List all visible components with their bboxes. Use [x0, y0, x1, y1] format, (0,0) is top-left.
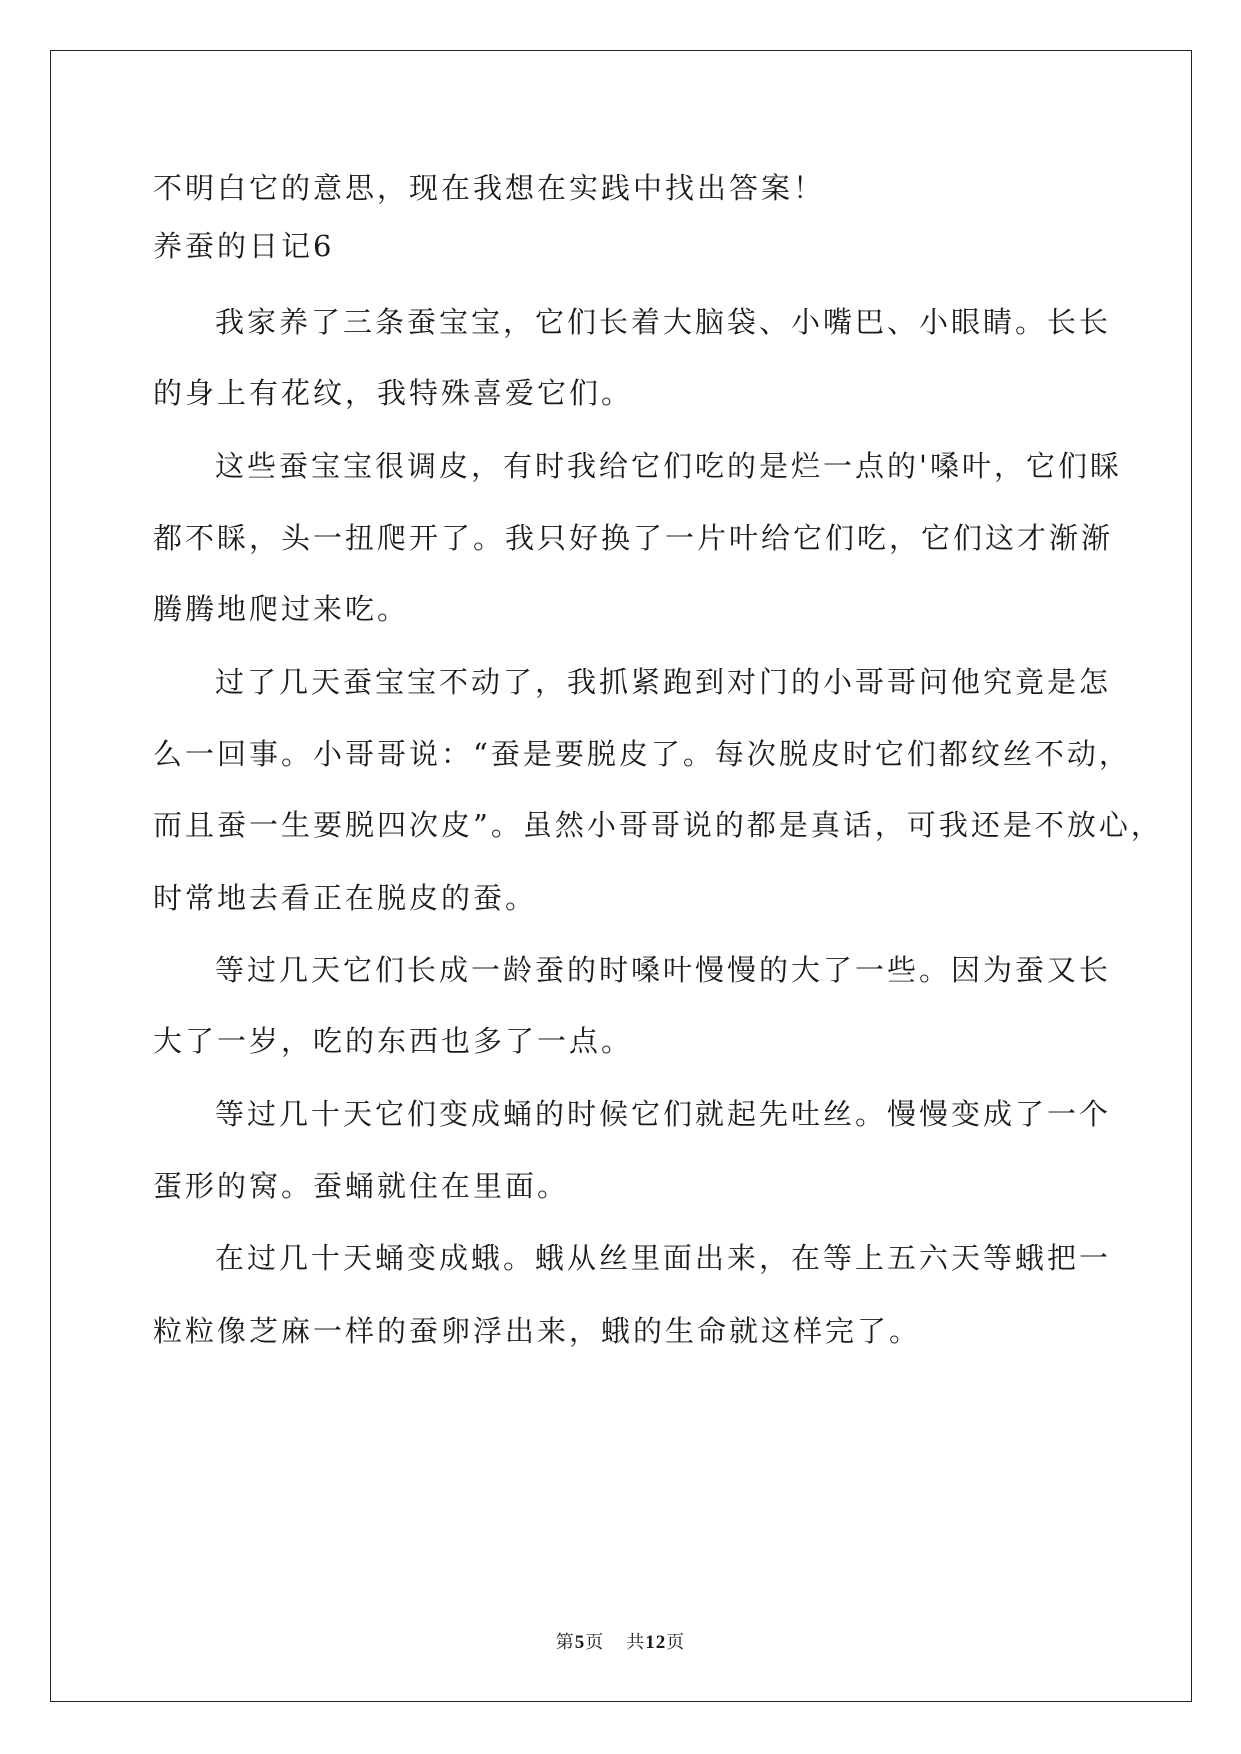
paragraph-line: 么一回事。小哥哥说：“蚕是要脱皮了。每次脱皮时它们都纹丝不动， — [153, 737, 1131, 771]
paragraph-line: 等过几十天它们变成蛹的时候它们就起先吐丝。慢慢变成了一个 — [215, 1097, 1112, 1131]
paragraph-line: 都不睬，头一扭爬开了。我只好换了一片叶给它们吃，它们这才渐渐 — [153, 521, 1114, 555]
paragraph-line: 大了一岁，吃的东西也多了一点。 — [153, 1024, 634, 1058]
total-prefix: 共 — [626, 1632, 646, 1653]
page-footer — [0, 1628, 1241, 1654]
total-pages: 12 — [645, 1632, 667, 1653]
paragraph-line: 这些蚕宝宝很调皮，有时我给它们吃的是烂一点的'嗓叶，它们睬 — [215, 449, 1122, 483]
paragraph-line: 我家养了三条蚕宝宝，它们长着大脑袋、小嘴巴、小眼睛。长长 — [215, 305, 1112, 339]
page-prefix: 第 — [555, 1632, 575, 1653]
section-heading: 养蚕的日记6 — [153, 229, 335, 263]
total-suffix: 页 — [666, 1632, 686, 1653]
paragraph-line: 等过几天它们长成一龄蚕的时嗓叶慢慢的大了一些。因为蚕又长 — [215, 953, 1112, 987]
paragraph-line: 腾腾地爬过来吃。 — [153, 592, 410, 626]
paragraph-line: 时常地去看正在脱皮的蚕。 — [153, 881, 538, 915]
page-number: 5 — [574, 1632, 586, 1653]
paragraph-line: 在过几十天蛹变成蛾。蛾从丝里面出来，在等上五六天等蛾把一 — [215, 1241, 1112, 1275]
paragraph-line: 粒粒像芝麻一样的蚕卵浮出来，蛾的生命就这样完了。 — [153, 1314, 922, 1348]
paragraph-line: 过了几天蚕宝宝不动了，我抓紧跑到对门的小哥哥问他究竟是怎 — [215, 665, 1112, 699]
paragraph-line: 而且蚕一生要脱四次皮”。虽然小哥哥说的都是真话，可我还是不放心， — [153, 808, 1163, 842]
page-suffix: 页 — [585, 1632, 605, 1653]
paragraph-line: 的身上有花纹，我特殊喜爱它们。 — [153, 376, 634, 410]
paragraph-line: 蛋形的窝。蚕蛹就住在里面。 — [153, 1169, 570, 1203]
page-border — [50, 50, 1192, 1702]
text-line: 不明白它的意思，现在我想在实践中找出答案！ — [153, 171, 826, 205]
